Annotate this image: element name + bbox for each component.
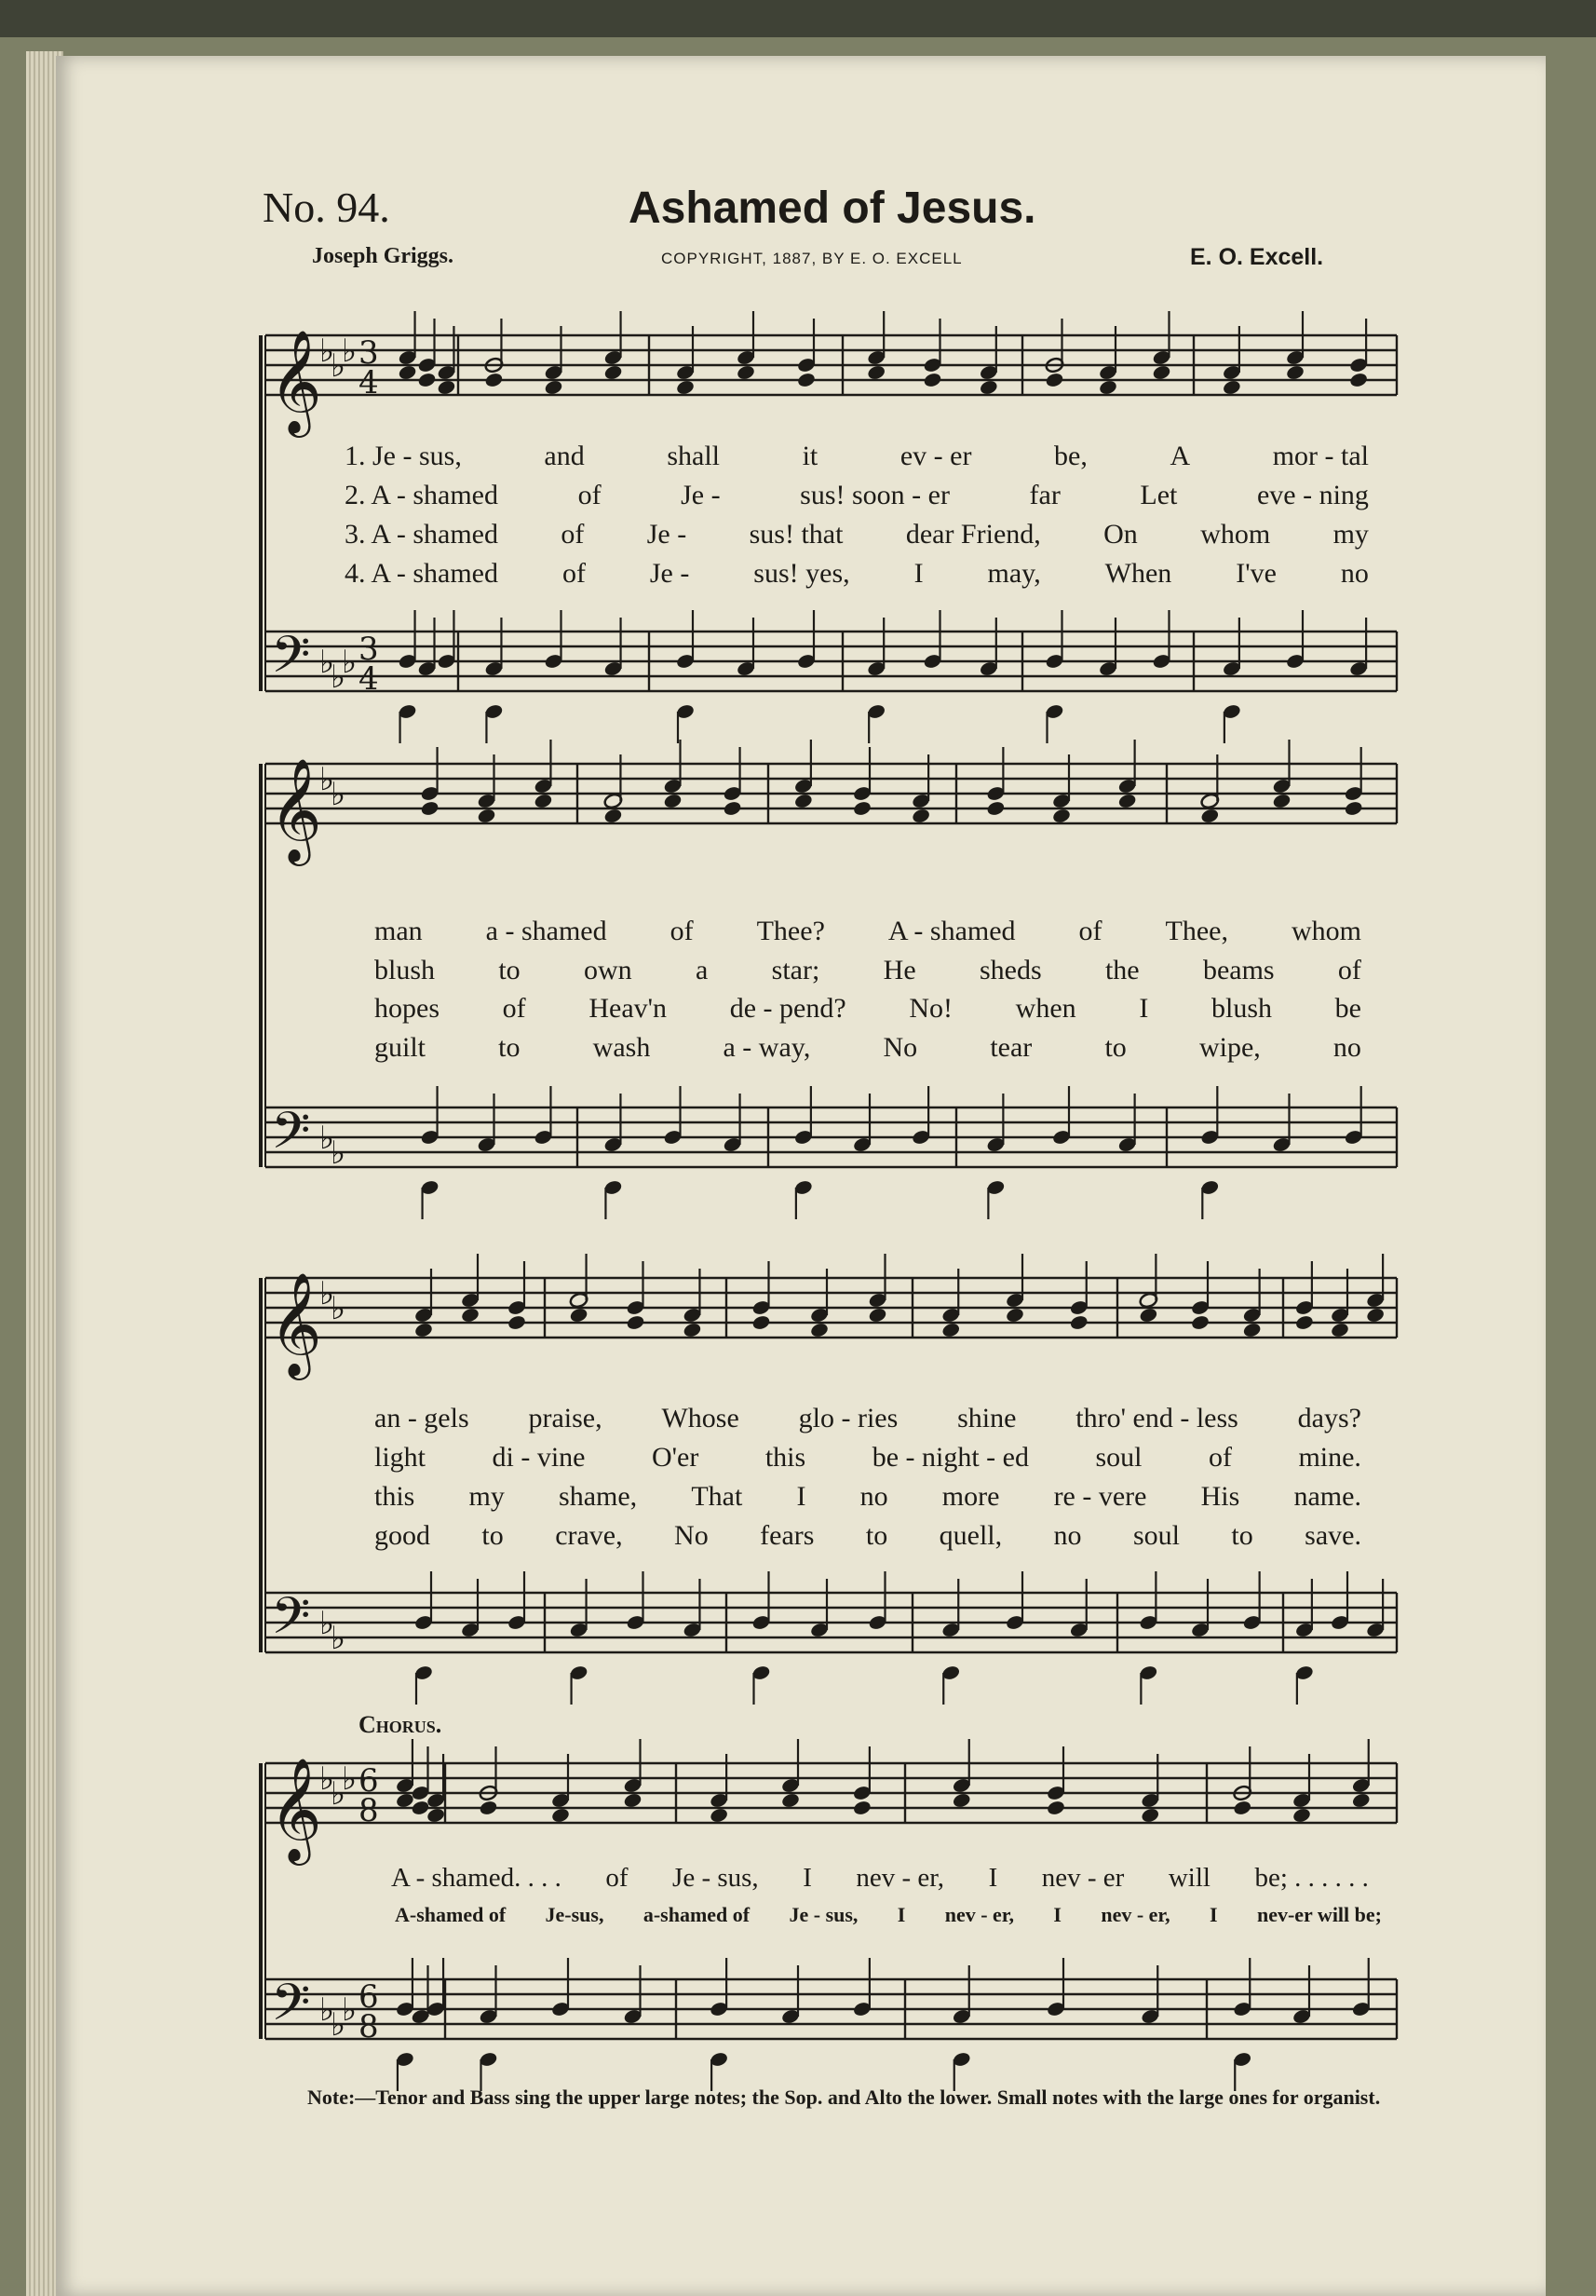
- svg-text:𝄞: 𝄞: [269, 1271, 322, 1376]
- svg-text:4: 4: [358, 660, 379, 698]
- verse-4-line-system-2: guilt to wash a - way, No tear to wipe, no: [374, 1032, 1361, 1063]
- verse-2-line-system-1: 2. A - shamed of Je - sus! soon - er far Let eve - ning: [345, 480, 1369, 510]
- verse-4-line-system-1: 4. A - shamed of Je - sus! yes, I may, When I've no: [345, 558, 1369, 589]
- svg-text:♭: ♭: [331, 1620, 346, 1657]
- svg-text:♭: ♭: [342, 644, 358, 681]
- verse-3-line-system-1: 3. A - shamed of Je - sus! that dear Friend, On whom my: [345, 519, 1369, 550]
- svg-text:♭: ♭: [331, 347, 346, 385]
- verse-1-line-system-3: an - gels praise, Whose glo - ries shine thro' end - less days?: [374, 1403, 1361, 1433]
- svg-text:6: 6: [358, 1762, 379, 1800]
- composer: E. O. Excell.: [1190, 244, 1324, 270]
- verse-1-line-system-2: man a - shamed of Thee? A - shamed of Thee, whom: [374, 916, 1361, 946]
- verse-4-line-system-3: good to crave, No fears to quell, no soul to save.: [374, 1520, 1361, 1551]
- verse-3-line-system-3: this my shame, That I no more re - vere His name.: [374, 1481, 1361, 1512]
- svg-text:4: 4: [358, 364, 379, 401]
- performance-note: Note:—Tenor and Bass sing the upper large notes; the Sop. and Alto the lower. Small notes with the large ones for organist.: [307, 2085, 1381, 2109]
- svg-text:♭: ♭: [331, 1290, 346, 1327]
- hymn-title: Ashamed of Jesus.: [629, 183, 1036, 233]
- svg-text:𝄢: 𝄢: [271, 1101, 311, 1173]
- svg-text:♭: ♭: [331, 1775, 346, 1813]
- svg-text:𝄞: 𝄞: [269, 1757, 322, 1861]
- svg-text:♭: ♭: [331, 2006, 346, 2044]
- verse-2-line-system-2: blush to own a star; He sheds the beams of: [374, 955, 1361, 985]
- svg-text:♭: ♭: [342, 333, 358, 370]
- chorus-label: Chorus.: [358, 1711, 442, 1738]
- svg-text:♭: ♭: [319, 644, 335, 681]
- lyricist: Joseph Griggs.: [312, 244, 454, 268]
- svg-text:♭: ♭: [342, 1760, 358, 1798]
- verse-3-line-system-2: hopes of Heav'n de - pend? No! when I blush be: [374, 993, 1361, 1024]
- svg-text:3: 3: [358, 631, 379, 668]
- copyright-notice: COPYRIGHT, 1887, BY E. O. EXCELL: [661, 250, 963, 267]
- svg-text:♭: ♭: [331, 776, 346, 813]
- svg-text:♭: ♭: [319, 761, 335, 798]
- svg-text:3: 3: [358, 334, 379, 372]
- svg-text:𝄞: 𝄞: [269, 329, 322, 433]
- svg-text:♭: ♭: [319, 1605, 335, 1642]
- chorus-line-2: A-shamed of Je-sus, a-shamed of Je - sus, I nev - er, I nev - er, I nev-er will be;: [395, 1903, 1382, 1926]
- svg-text:𝄢: 𝄢: [271, 1973, 311, 2045]
- svg-text:♭: ♭: [319, 1120, 335, 1157]
- svg-text:♭: ♭: [319, 1275, 335, 1312]
- svg-text:♭: ♭: [319, 1760, 335, 1798]
- verse-1-line-system-1: 1. Je - sus, and shall it ev - er be, A mor - tal: [345, 441, 1369, 471]
- svg-text:8: 8: [358, 2008, 379, 2045]
- svg-text:8: 8: [358, 1792, 379, 1829]
- svg-text:6: 6: [358, 1978, 379, 2016]
- svg-text:♭: ♭: [342, 1991, 358, 2029]
- hymn-number: No. 94.: [263, 183, 390, 231]
- svg-text:𝄞: 𝄞: [269, 757, 322, 862]
- svg-text:♭: ♭: [319, 1991, 335, 2029]
- chorus-line-1: A - shamed. . . . of Je - sus, I nev - er, I nev - er will be; . . . . . .: [391, 1863, 1369, 1893]
- verse-2-line-system-3: light di - vine O'er this be - night - ed soul of mine.: [374, 1442, 1361, 1473]
- svg-text:♭: ♭: [319, 333, 335, 370]
- svg-text:♭: ♭: [331, 1134, 346, 1172]
- svg-text:𝄢: 𝄢: [271, 625, 311, 697]
- svg-text:𝄢: 𝄢: [271, 1586, 311, 1658]
- svg-text:♭: ♭: [331, 659, 346, 696]
